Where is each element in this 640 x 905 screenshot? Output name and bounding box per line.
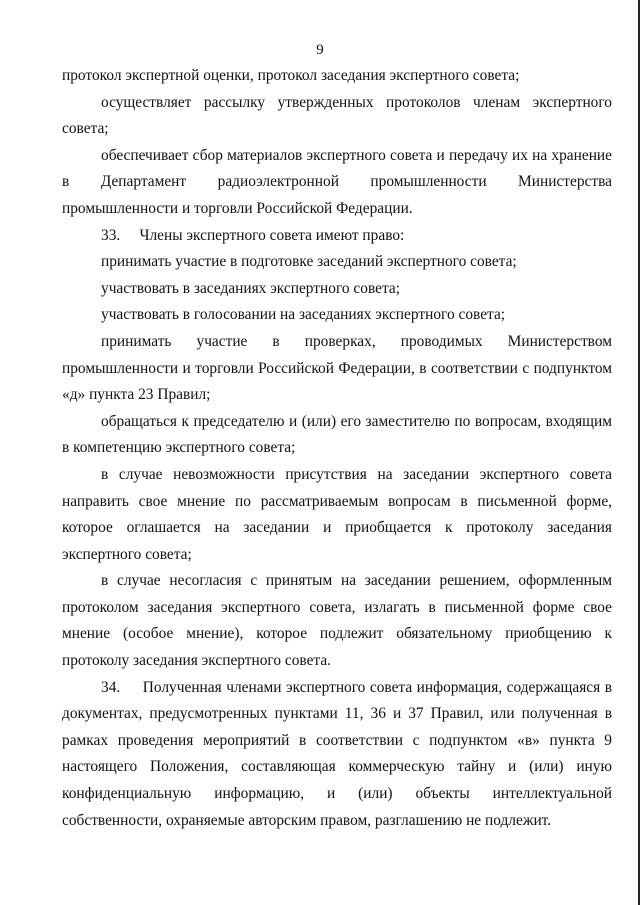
document-body — [62, 63, 616, 834]
page-number: 9 — [316, 42, 324, 58]
paragraph: в случае невозможности присутствия на заседании экспертного совета направить свое мнение по рассматриваемым вопросам в письменной форме, которое оглашается на заседании и приобщается к протоколу заседания экспертного совета; — [62, 465, 612, 563]
paragraph: протокол экспертной оценки, протокол заседания экспертного совета; — [62, 67, 520, 84]
paragraph: участвовать в заседаниях экспертного совета; — [101, 279, 400, 297]
paragraph: осуществляет рассылку утвержденных протоколов членам экспертного совета; — [62, 93, 612, 138]
paragraph: в случае несогласия с принятым на заседании решением, оформленным протоколом заседания экспертного совета, излагать в письменной форме свое мнение (особое мнение), которое подлежит обязательному приобщению к протоколу заседания экспертного совета. — [62, 572, 612, 670]
paragraph: принимать участие в подготовке заседаний экспертного совета; — [101, 253, 517, 271]
paragraph: обеспечивает сбор материалов экспертного совета и передачу их на хранение в Департамент радиоэлектронной промышленности Министерства промышленности и торговли Российской Федерации. — [62, 146, 612, 217]
paragraph-item-33: 33. Члены экспертного совета имеют право: — [101, 226, 405, 244]
paragraph: принимать участие в проверках, проводимых Министерством промышленности и торговли Российской Федерации, в соответствии с подпунктом «д» пункта 23 Правил; — [62, 332, 612, 404]
paragraph-item-34: 34. Полученная членами экспертного совета информация, содержащаяся в документах, предусмотренных пунктами 11, 36 и 37 Правил, или полученная в рамках проведения мероприятий в соответствии с подпунктом «в» пункта 9 настоящего Положения, составляющая коммерческую тайну и (или) иную конфиденциальную информацию, и (или) объекты интеллектуальной собственности, охраняемые авторским правом, разглашению не подлежит. — [62, 678, 616, 829]
paragraph: обращаться к председателю и (или) его заместителю по вопросам, входящим в компетенцию экспертного совета; — [62, 412, 612, 457]
paragraph: участвовать в голосовании на заседаниях экспертного совета; — [101, 306, 506, 324]
